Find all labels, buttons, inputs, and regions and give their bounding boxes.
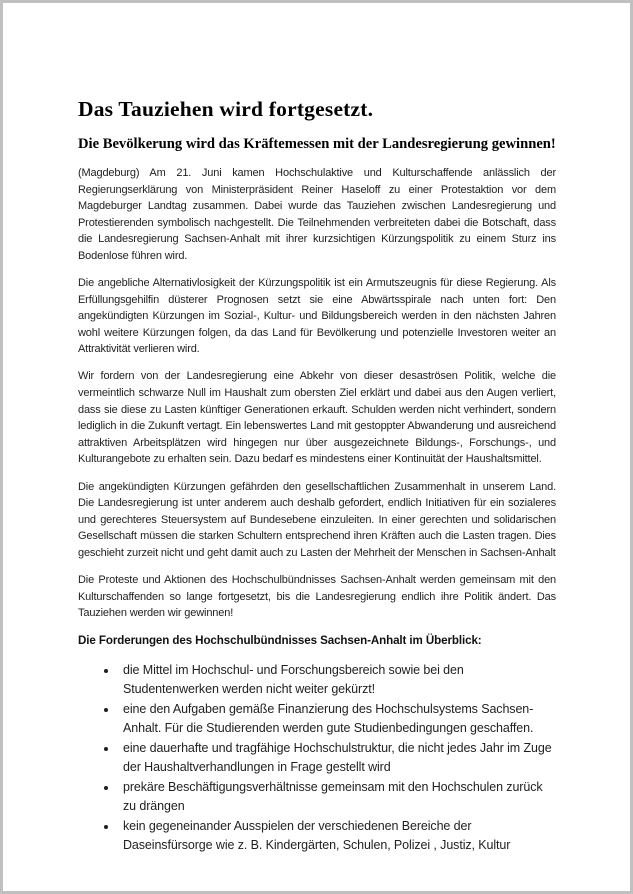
paragraph-proteste: Die Proteste und Aktionen des Hochschulbündnisses Sachsen-Anhalt werden gemeinsam mit den Kulturschaffenden so lange fortgesetzt, bis die Landesregierung endlich ihre Politik ändert. Das Tauziehen werden wir gewinnen!	[78, 574, 556, 620]
document-subtitle: Die Bevölkerung wird das Kräftemessen mit der Landesregierung gewinnen!	[78, 135, 556, 152]
list-item: • kein gegeneinander Ausspielen der verschiedenen Bereiche der Daseinsfürsorge wie z. B. Kindergärten, Schulen, Polizei , Justiz, Kultur	[118, 817, 556, 856]
list-item: • eine dauerhafte und tragfähige Hochschulstruktur, die nicht jedes Jahr im Zuge der Haushaltverhandlungen in Frage gestellt wird	[118, 739, 556, 778]
paragraph-forderung-abkehr: Wir fordern von der Landesregierung eine Abkehr von dieser desaströsen Politik, welche die vermeintlich schwarze Null im Haushalt zum obersten Ziel erklärt und dabei aus den Augen verliert, dass sie diese zu Lasten künftiger Generationen erkauft. Schulden werden nicht verhindert, sondern lediglich in die Zukunft vertagt. Ein lebenswertes Land mit gestoppter Abwanderung und ausreichend attraktiven Arbeitsplätzen wird hingegen nur über ausgezeichnete Bildungs-, Forschungs-, und Kulturangebote zu erhalten sein. Dazu bedarf es mindestens einer Kontinuität der Haushaltsmittel.	[78, 370, 556, 466]
paragraph-kuerzungspolitik: Die angebliche Alternativlosigkeit der Kürzungspolitik ist ein Armutszeugnis für diese Regierung. Als Erfüllungsgehilfin düsterer Prognosen setzt sie eine Abwärtsspirale nach unten fort: Den angekündigten Kürzungen im Sozial-, Kultur- und Bildungsbereich werden in den nächsten Jahren wohl weitere Kürzungen folgen, da das Land für Bevölkerung und potenzielle Investoren weiter an Attraktivität verlieren wird.	[78, 277, 556, 356]
demands-heading: Die Forderungen des Hochschulbündnisses Sachsen-Anhalt im Überblick:	[78, 633, 482, 647]
demands-list	[78, 661, 556, 856]
document-title: Das Tauziehen wird fortgesetzt.	[78, 97, 374, 121]
paragraph-intro: (Magdeburg) Am 21. Juni kamen Hochschulaktive und Kulturschaffende anlässlich der Regierungserklärung von Ministerpräsident Reiner Haseloff zu einer Protestaktion vor dem Magdeburger Landtag zusammen. Dabei wurde das Tauziehen zwischen Landesregierung und Protestierenden symbolisch nachgestellt. Die Teilnehmenden verbreiteten dabei die Botschaft, dass die Landesregierung Sachsen-Anhalt mit ihrer kurzsichtigen Kürzungspolitik zu einem Sturz ins Bodenlose führen wird.	[78, 166, 556, 262]
list-item: • eine den Aufgaben gemäße Finanzierung des Hochschulsystems Sachsen-Anhalt. Für die Studierenden werden gute Studienbedingungen geschaffen.	[118, 700, 556, 739]
list-item: • prekäre Beschäftigungsverhältnisse gemeinsam mit den Hochschulen zurück zu drängen	[118, 778, 556, 817]
list-item: • die Mittel im Hochschul- und Forschungsbereich sowie bei den Studentenwerken werden nicht weiter gekürzt!	[118, 661, 556, 700]
paragraph-zusammenhalt: Die angekündigten Kürzungen gefährden den gesellschaftlichen Zusammenhalt in unserem Land. Die Landesregierung ist unter anderem auch deshalb gefordert, endlich Initiativen für ein sozialeres und gerechteres Steuersystem auf Bundesebene einzuleiten. In einer gerechten und solidarischen Gesellschaft müssen die starken Schultern entsprechend ihren Kräften auch die Lasten tragen. Dies geschieht zurzeit nicht und geht damit auch zu Lasten der Mehrheit der Menschen in Sachsen-Anhalt	[78, 480, 556, 559]
